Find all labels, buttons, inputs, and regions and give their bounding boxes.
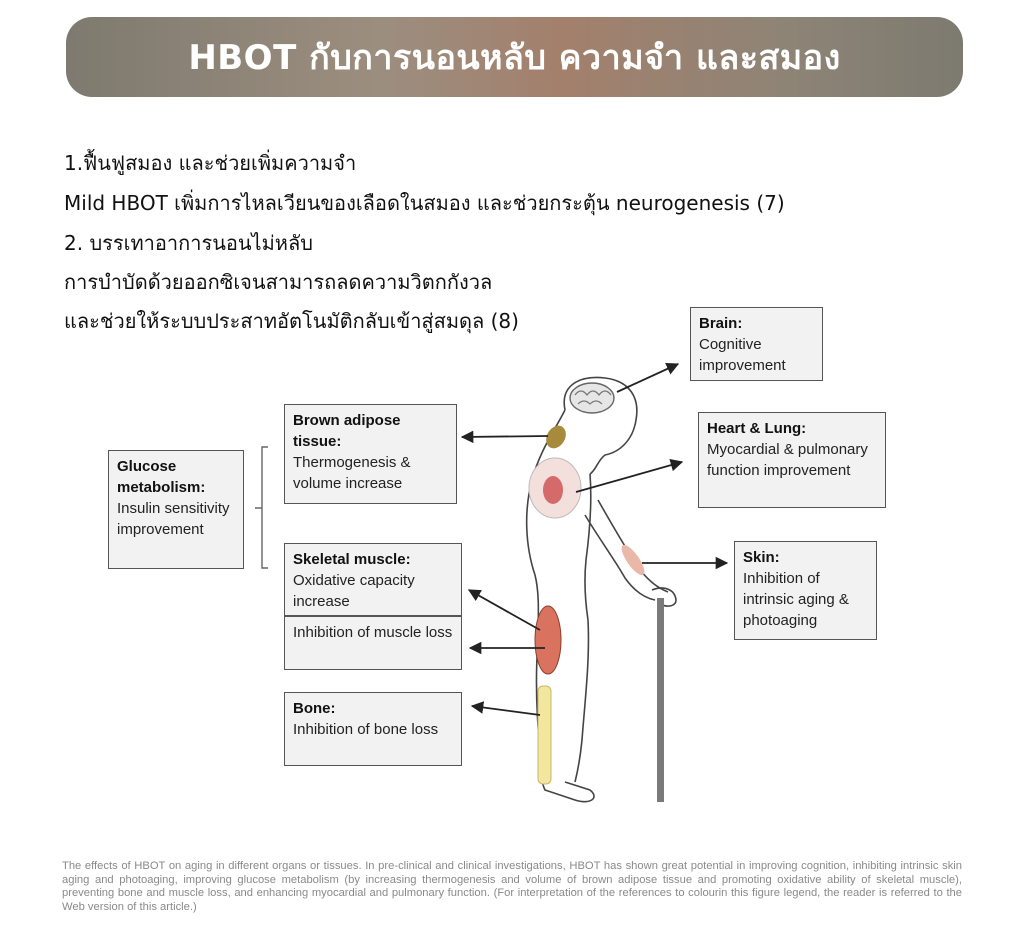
brown-adipose-box: [284, 404, 457, 504]
brain-box: [690, 307, 823, 381]
muscle-loss-box: [284, 616, 462, 670]
intro-text-3: และช่วยให้ระบบประสาทอัตโนมัติกลับเข้าสู่สมดุล (8): [64, 309, 519, 333]
muscle-loss-box-text: Inhibition of muscle loss: [293, 624, 453, 641]
brain-box-text: Cognitive improvement: [699, 336, 786, 374]
bone-icon: [538, 686, 551, 784]
page-title: HBOT กับการนอนหลับ ความจำ และสมอง: [188, 38, 841, 78]
skin-box: [734, 541, 877, 640]
bone-box: [284, 692, 462, 766]
heart-lung-icon: [529, 458, 581, 518]
figure-caption: The effects of HBOT on aging in different organs or tissues. In pre-clinical and clinical investigations, HBOT has shown great potential in improving cognition, inhibiting intrinsic skin aging and photoaging, improving glucose metabolism (by increasing thermogenesis and volume of brown adipose tissue and promoting oxidative ability of skeletal muscle), preventing bone and muscle loss, and enhancing myocardial and pulmonary function. (For interpretation of the references to colourin this figure legend, the reader is referred to the Web version of this article.): [62, 860, 962, 913]
glucose-box: [108, 450, 244, 569]
skin-box-text: Inhibition of intrinsic aging & photoaging: [743, 570, 849, 629]
pointer-arrows: [462, 364, 727, 715]
glucose-box-title: Glucose metabolism:: [117, 458, 206, 496]
heart-lung-box-title: Heart & Lung:: [707, 420, 807, 437]
bone-box-title: Bone:: [293, 700, 336, 717]
brown-adipose-icon: [542, 422, 570, 452]
skin-box-title: Skin:: [743, 549, 780, 566]
brown-adipose-box-text: Thermogenesis & volume increase: [293, 454, 411, 492]
intro-heading-2: 2. บรรเทาอาการนอนไม่หลับ: [64, 231, 313, 255]
brain-box-title: Brain:: [699, 315, 743, 332]
brown-adipose-box-title: Brown adipose tissue:: [293, 412, 401, 450]
heart-lung-box-text: Myocardial & pulmonary function improvement: [707, 441, 868, 479]
cane: [657, 598, 664, 802]
heart-lung-box: [698, 412, 886, 508]
intro-text-2: การบำบัดด้วยออกซิเจนสามารถลดความวิตกกังวล: [64, 270, 493, 294]
intro-heading-1: 1.ฟื้นฟูสมอง และช่วยเพิ่มความจำ: [64, 151, 357, 175]
intro-text-1: Mild HBOT เพิ่มการไหลเวียนของเลือดในสมอง และช่วยกระตุ้น neurogenesis (7): [64, 191, 785, 215]
muscle-icon: [535, 606, 561, 674]
skeletal-muscle-box-title: Skeletal muscle:: [293, 551, 411, 568]
glucose-box-text: Insulin sensitivity improvement: [117, 500, 230, 538]
glucose-bracket: [255, 447, 268, 568]
brain-icon: [570, 383, 614, 413]
skeletal-muscle-box-text: Oxidative capacity increase: [293, 572, 415, 610]
skeletal-muscle-box: [284, 543, 462, 616]
bone-box-text: Inhibition of bone loss: [293, 721, 439, 738]
